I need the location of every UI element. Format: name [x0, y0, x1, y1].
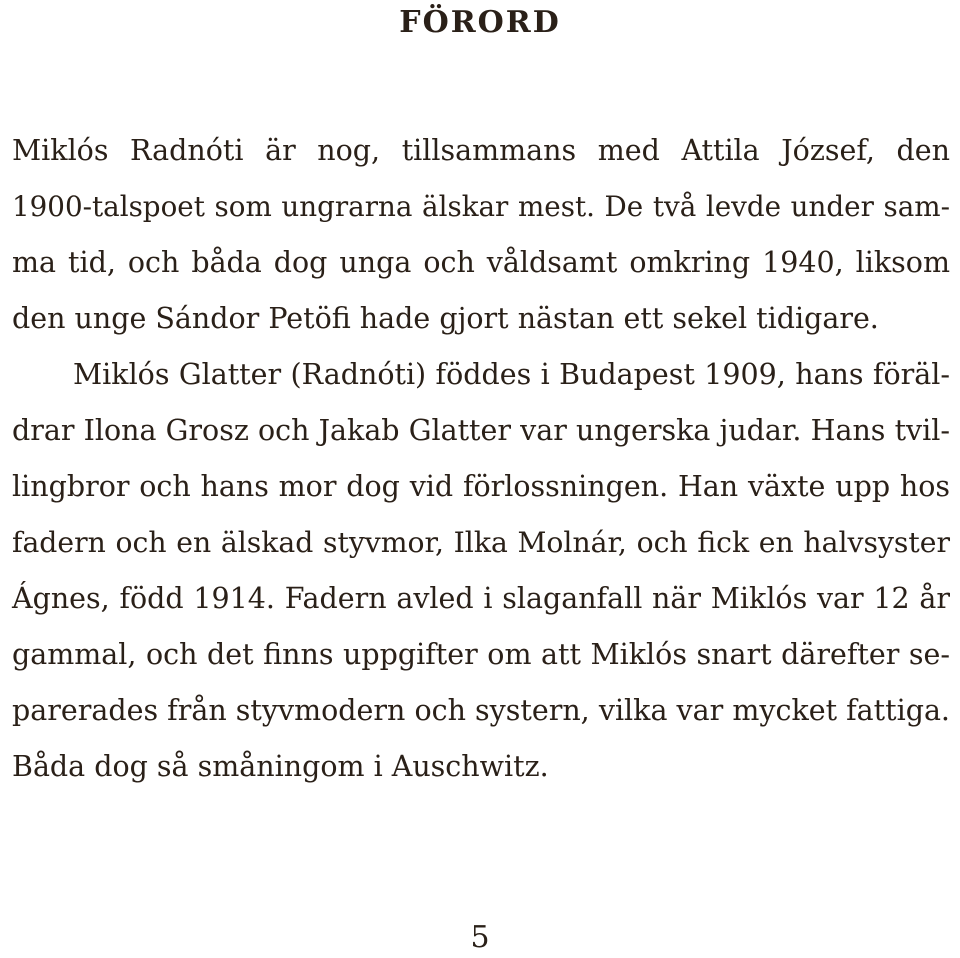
text-line: fadern och en älskad styvmor, Ilka Molnár, och fick en halvsyster	[12, 526, 950, 559]
text-line: drar Ilona Grosz och Jakab Glatter var ungerska judar. Hans tvil-	[12, 414, 950, 447]
page-number: 5	[470, 920, 490, 955]
text-line: Ágnes, född 1914. Fadern avled i slaganfall när Miklós var 12 år	[12, 582, 950, 615]
text-line: lingbror och hans mor dog vid förlossningen. Han växte upp hos	[12, 470, 950, 503]
text-line: Miklós Glatter (Radnóti) föddes i Budapest 1909, hans föräl-	[73, 358, 950, 391]
text-line: den unge Sándor Petöfi hade gjort nästan ett sekel tidigare.	[12, 302, 879, 335]
text-line: 1900-talspoet som ungrarna älskar mest. De två levde under sam-	[12, 190, 950, 223]
text-line: Miklós Radnóti är nog, tillsammans med Attila József, den	[12, 134, 950, 167]
text-line: gammal, och det finns uppgifter om att Miklós snart därefter se-	[12, 638, 950, 671]
text-line: ma tid, och båda dog unga och våldsamt omkring 1940, liksom	[12, 246, 950, 279]
text-line: parerades från styvmodern och systern, vilka var mycket fattiga.	[12, 694, 950, 727]
chapter-title: FÖRORD	[399, 5, 561, 40]
text-line: Båda dog så småningom i Auschwitz.	[12, 750, 549, 783]
